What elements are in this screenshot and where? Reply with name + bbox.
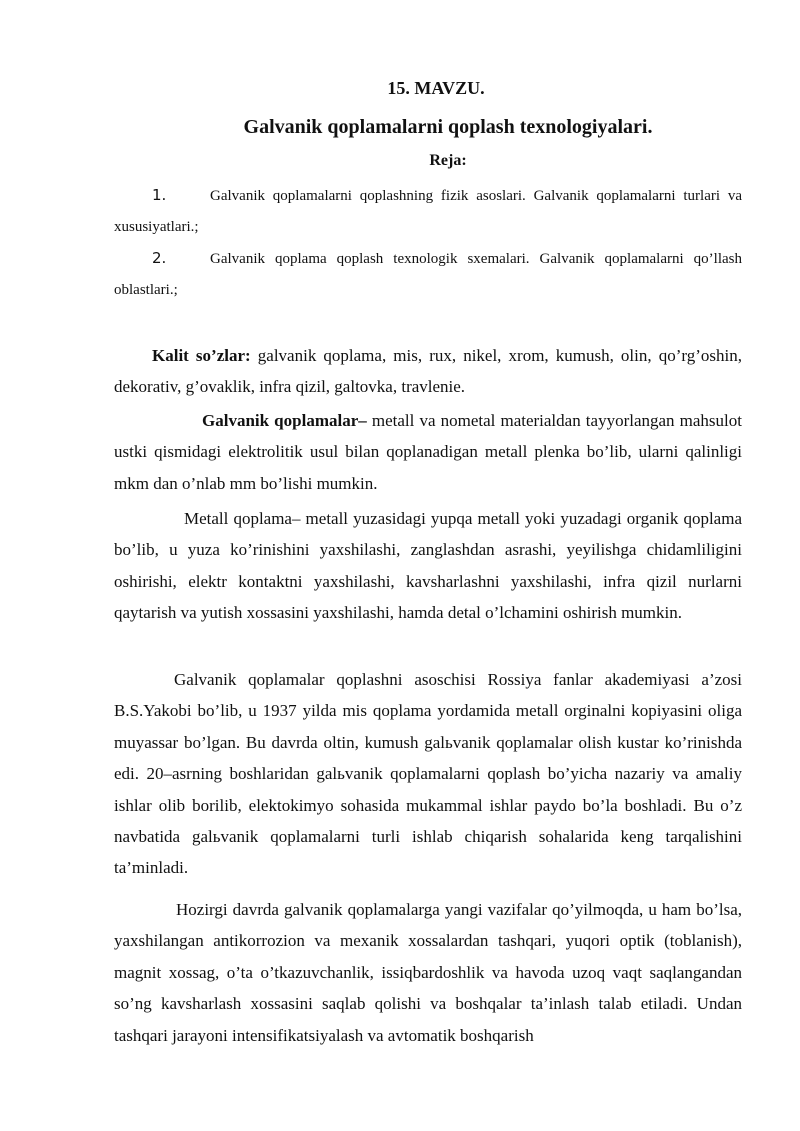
definition-text: metall va nometal materialdan tayyorlangan mahsulot ustki qismidagi elektrolitik usul bilan qoplanadigan metall plenka bo’lib, ularni qalinligi mkm dan o’nlab mm bo’lishi mumkin. xyxy=(114,411,742,493)
plan-item-number: 2. xyxy=(152,249,167,267)
plan-heading: Reja: xyxy=(429,152,467,169)
plan-item-text: Galvanik qoplamalarni qoplashning fizik asoslari. Galvanik qoplamalarni turlari va xususiyatlari.; xyxy=(114,188,742,235)
definition-term: Galvanik qoplamalar– xyxy=(202,411,367,430)
current-tasks-paragraph: Hozirgi davrda galvanik qoplamalarga yangi vazifalar qo’yilmoqda, u ham bo’lsa, yaxshilangan antikorrozion va mexanik xossalardan tashqari, yuqori optik (toblanish), magnit xossag, o’ta o’tkazuvchanlik, issiqbardoshlik va havoda uzoq vaqt saqlangandan so’ng kavsharlash xossasini saqlab qolishi va boshqalar ta’inlash talab etiladi. Undan tashqari jarayoni intensifikatsiyalash va avtomatik boshqarish xyxy=(114,900,742,1045)
history-paragraph: Galvanik qoplamalar qoplashni asoschisi Rossiya fanlar akademiyasi a’zosi B.S.Yakobi bo’lib, u 1937 yilda mis qoplama yordamida metall orginalni kopiyasini oliga muyassar bo’lgan. Bu davrda oltin, kumush galьvanik qoplamalar olish kustar ko’rinishda edi. 20–asrning boshlaridan galьvanik qoplamalarni qoplash bo’yicha nazariy va amaliy ishlar olib borilib, elektokimyo sohasida mukammal ishlar paydo bo’la boshladi. Bu o’z navbatida galьvanik qoplamalarni turli ishlab chiqarish sohalarida keng tarqalishini ta’minladi. xyxy=(114,670,742,878)
keywords-label: Kalit so’zlar: xyxy=(152,346,251,365)
metal-coating-paragraph: Metall qoplama– metall yuzasidagi yupqa metall yoki yuzadagi organik qoplama bo’lib, u yuza ko’rinishini yaxshilashi, zanglashdan asrashi, yeyilishga chidamliligini oshirishi, elektr kontaktni yaxshilashi, kavsharlashni yaxshilashi, infra qizil nurlarni qaytarish va yutish xossasini yaxshilashi, hamda detal o’lchamini oshirish mumkin. xyxy=(114,509,742,623)
plan-item-number: 1. xyxy=(152,186,167,204)
page-title: Galvanik qoplamalarni qoplash texnologiyalari. xyxy=(243,116,653,138)
keywords-paragraph xyxy=(114,340,742,403)
keywords-text: galvanik qoplama, mis, rux, nikel, xrom, kumush, olin, qo’rg’oshin, dekorativ, g’ovaklik, infra qizil, galtovka, travlenie. xyxy=(114,346,742,397)
plan-item-1 xyxy=(114,180,742,243)
definition-paragraph xyxy=(114,405,742,499)
plan-item-text: Galvanik qoplama qoplash texnologik sxemalari. Galvanik qoplamalarni qo’llash oblastlari.; xyxy=(114,251,742,298)
topic-number: 15. MAVZU. xyxy=(387,78,485,98)
plan-item-2 xyxy=(114,243,742,306)
